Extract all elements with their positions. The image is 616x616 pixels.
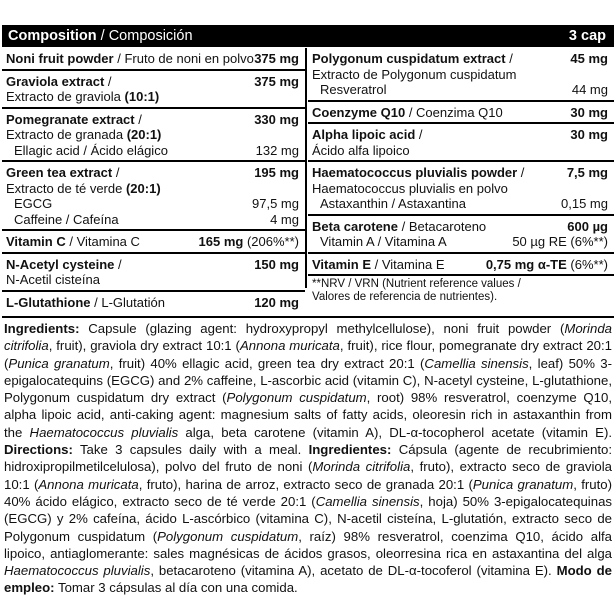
header-title-en: Composition — [8, 28, 97, 44]
row-green-tea: Green tea extract / 195 mg Extracto de té verde (20:1) EGCG 97,5 mg Caffeine / Cafeína 4 mg — [2, 162, 305, 231]
directions-text: Take 3 capsules daily with a meal. — [72, 442, 309, 458]
nac-amount: 150 mg — [254, 256, 299, 272]
composition-header: Composition / Composición 3 cap — [2, 25, 614, 47]
vita-label: Vitamin A / Vitamina A — [320, 234, 447, 249]
ingr-es-text: , fruto), extracto seco de graviola 10:1 ( — [4, 459, 612, 492]
ingr-en-latin: Polygonum cuspidatum — [226, 390, 367, 406]
ingr-es-text: , raíz) 98% resveratrol, coenzima Q10, ácido alfa lipoico, antiaglomerante: sales magnésicas de ácidos grasos, oleorresina rica en astaxantina del alga — [4, 528, 613, 561]
vitc-nrv: (206%**) — [246, 234, 299, 249]
composition-right-column — [308, 48, 614, 310]
footnote-line-2: Valores de referencia de nutrientes). — [312, 291, 498, 303]
ingr-en-text: Capsule (glazing agent: hydroxypropyl methylcellulose), noni fruit powder ( — [79, 321, 565, 336]
coq10-amount: 30 mg — [570, 104, 608, 120]
ingr-en-text: , root) 98% resveratrol, coenzyme Q10, alpha lipoic acid, anti-caking agent: magnesium salts of fatty acids, oleoresin rich in astaxanthin from the — [4, 390, 613, 440]
ingr-en-text: alga, beta carotene (vitamin A), DL-α-tocopherol acetate (vitamin E). — [178, 424, 613, 440]
noni-name-en: Noni fruit powder — [6, 51, 114, 66]
pomegranate-name-en: Pomegranate extract — [6, 111, 135, 127]
ingr-en-text: , fruit), rice flour, pomegranate dry extract 20:1 ( — [4, 338, 612, 371]
ellagic-acid-label: Ellagic acid / Ácido elágico — [14, 142, 168, 158]
ingr-es-latin: Camellia sinensis — [315, 493, 420, 509]
ingr-es-latin: Morinda citrifolia — [312, 459, 411, 475]
ala-amount: 30 mg — [570, 127, 608, 142]
vite-nrv: (6%**) — [570, 256, 608, 272]
glut-name-en: L-Glutathione — [6, 294, 91, 310]
row-polygonum: Polygonum cuspidatum extract / 45 mg Extracto de Polygonum cuspidatum Resveratrol 44 mg — [308, 48, 614, 102]
ingr-es-text: Cápsula (agente de recubrimiento: hidroxipropilmetilcelulosa), polvo del fruto de noni ( — [4, 442, 612, 475]
ingr-es-text: , fruto) 40% ácido elágico, extracto seco de té verde 20:1 ( — [4, 476, 613, 509]
noni-amount: 375 mg — [254, 51, 299, 66]
graviola-name-en: Graviola extract — [6, 73, 105, 89]
footnote-line-1: **NRV / VRN (Nutrient reference values / — [312, 278, 521, 290]
noni-name-es: Fruto de noni en polvo — [124, 51, 254, 66]
nac-name-en: N-Acetyl cysteine — [6, 256, 115, 272]
pomegranate-name-es: Extracto de granada — [6, 127, 124, 142]
greentea-amount: 195 mg — [254, 165, 299, 180]
betacar-amount: 600 µg — [567, 218, 608, 234]
graviola-amount: 375 mg — [254, 73, 299, 89]
ingr-es-latin: Haematococcus pluvialis — [4, 563, 151, 579]
ingr-en-latin: Annona muricata — [239, 338, 340, 354]
vite-amount: 0,75 mg α-TE — [485, 256, 567, 272]
betacar-name-en: Beta carotene — [312, 218, 398, 234]
glut-name-es: L-Glutatión — [101, 294, 165, 310]
coq10-name-en: Coenzyme Q10 — [312, 104, 406, 120]
polygonum-name-en: Polygonum cuspidatum extract — [312, 51, 506, 66]
row-nac: N-Acetyl cysteine / 150 mg N-Acetil cisteína — [2, 254, 305, 292]
haema-name-es: Haematococcus pluvialis en polvo — [312, 180, 508, 196]
row-glutathione: L-Glutathione / L-Glutatión 120 mg — [6, 294, 299, 310]
ingr-en-text: , leaf) 50% 3-epigalocatequins (EGCG) and 2% caffeine, L-ascorbic acid (vitamin C), N-acetyl cysteine, L-glutathione, Polygonum cuspidatum dry extract ( — [4, 355, 613, 406]
graviola-name-es: Extracto de graviola — [6, 89, 121, 104]
serving-size: 3 cap — [568, 28, 606, 44]
polygonum-name-es: Extracto de Polygonum cuspidatum — [312, 66, 517, 82]
egcg-label: EGCG — [14, 196, 53, 211]
coq10-name-es: Coenzima Q10 — [416, 104, 503, 120]
nrv-footnote — [308, 276, 614, 306]
polygonum-amount: 45 mg — [570, 51, 608, 66]
caffeine-amount: 4 mg — [270, 211, 299, 227]
ingr-en-latin: Punica granatum — [8, 355, 110, 371]
ingr-en-latin: Haematococcus pluvialis — [29, 424, 179, 440]
mode-label: Modo de empleo: — [4, 563, 612, 596]
row-pomegranate: Pomegranate extract / 330 mg Extracto de granada (20:1) Ellagic acid / Ácido elágico 132 mg — [2, 109, 305, 163]
ingr-es-text: , fruto), harina de arroz, extracto seco de granada 20:1 ( — [138, 476, 473, 492]
mode-text: Tomar 3 cápsulas al día con una comida. — [54, 580, 298, 596]
haema-amount: 7,5 mg — [566, 165, 608, 180]
header-title-es: Composición — [108, 28, 193, 44]
ingr-en-latin: Morinda citrifolia — [4, 321, 612, 354]
greentea-name-en: Green tea extract — [6, 165, 113, 180]
greentea-name-es: Extracto de té verde — [6, 180, 123, 196]
ala-name-es: Ácido alfa lipoico — [312, 142, 410, 158]
ingr-es-latin: Polygonum cuspidatum — [157, 528, 299, 544]
ingr-es-latin: Punica granatum — [472, 476, 574, 492]
vita-amount: 50 µg RE — [512, 234, 567, 249]
resveratrol-label: Resveratrol — [320, 82, 387, 97]
ingredients-text — [4, 320, 612, 597]
ala-name-en: Alpha lipoic acid — [312, 127, 416, 142]
row-haematococcus: Haematococcus pluvialis powder / 7,5 mg Haematococcus pluvialis en polvo Astaxanthin / Astaxantina 0,15 mg — [308, 162, 614, 216]
vite-name-es: Vitamina E — [381, 256, 445, 272]
caffeine-label: Caffeine / Cafeína — [14, 211, 119, 227]
glut-amount: 120 mg — [254, 294, 299, 310]
astaxanthin-amount: 0,15 mg — [561, 196, 608, 211]
ingr-en-latin: Camellia sinensis — [424, 355, 529, 371]
haema-name-en: Haematococcus pluvialis powder — [312, 165, 518, 180]
section-divider — [2, 316, 614, 318]
ingr-es-latin: Annona muricata — [38, 476, 139, 492]
directions-label: Directions: — [4, 442, 73, 458]
vite-name-en: Vitamin E — [312, 256, 372, 272]
egcg-amount: 97,5 mg — [252, 196, 299, 211]
ellagic-acid-amount: 132 mg — [255, 142, 299, 158]
vitc-name-en: Vitamin C — [6, 234, 66, 249]
vita-nrv: (6%**) — [570, 234, 608, 249]
vitc-amount: 165 mg — [198, 234, 244, 249]
row-vitamin-c: Vitamin C / Vitamina C 165 mg (206%**) — [2, 231, 305, 254]
ingr-es-text: , betacaroteno (vitamina A), acetato de DL-α-tocoferol (vitamina E). — [150, 563, 557, 579]
row-coq10: Coenzyme Q10 / Coenzima Q10 30 mg — [308, 102, 614, 125]
nac-name-es: N-Acetil cisteína — [6, 272, 100, 287]
row-vitamin-e: Vitamin E / Vitamina E 0,75 mg α-TE (6%**) — [308, 254, 614, 277]
row-alpha-lipoic: Alpha lipoic acid / 30 mg Ácido alfa lipoico — [308, 124, 614, 162]
ingr-es-text: , hoja) 50% 3-epigalocatequinas (EGCG) y 2% cafeína, ácido L-ascórbico (vitamina C), N-acetil cisteína, L-glutatión, extracto seco de Polygonum cuspidatum ( — [4, 493, 612, 544]
row-beta-carotene: Beta carotene / Betacaroteno 600 µg Vitamin A / Vitamina A 50 µg RE (6%**) — [308, 216, 614, 254]
ingredients-label-en: Ingredients: — [4, 321, 80, 336]
ingr-en-text: , fruit) 40% ellagic acid, green tea dry extract 20:1 ( — [109, 355, 425, 371]
resveratrol-amount: 44 mg — [571, 82, 608, 97]
graviola-ratio: (10:1) — [124, 89, 160, 104]
composition-left-column — [2, 48, 307, 310]
pomegranate-amount: 330 mg — [254, 111, 299, 127]
row-graviola: Graviola extract / 375 mg Extracto de graviola (10:1) — [2, 71, 305, 109]
row-noni: Noni fruit powder / Fruto de noni en polvo 375 mg — [2, 48, 305, 71]
pomegranate-ratio: (20:1) — [126, 127, 162, 142]
ingr-en-text: , fruit), graviola dry extract 10:1 ( — [48, 338, 240, 354]
greentea-ratio: (20:1) — [125, 180, 161, 196]
vitc-name-es: Vitamina C — [76, 234, 140, 249]
betacar-name-es: Betacaroteno — [408, 218, 487, 234]
astaxanthin-label: Astaxanthin / Astaxantina — [320, 196, 466, 211]
ingredients-label-es: Ingredientes: — [308, 442, 392, 458]
